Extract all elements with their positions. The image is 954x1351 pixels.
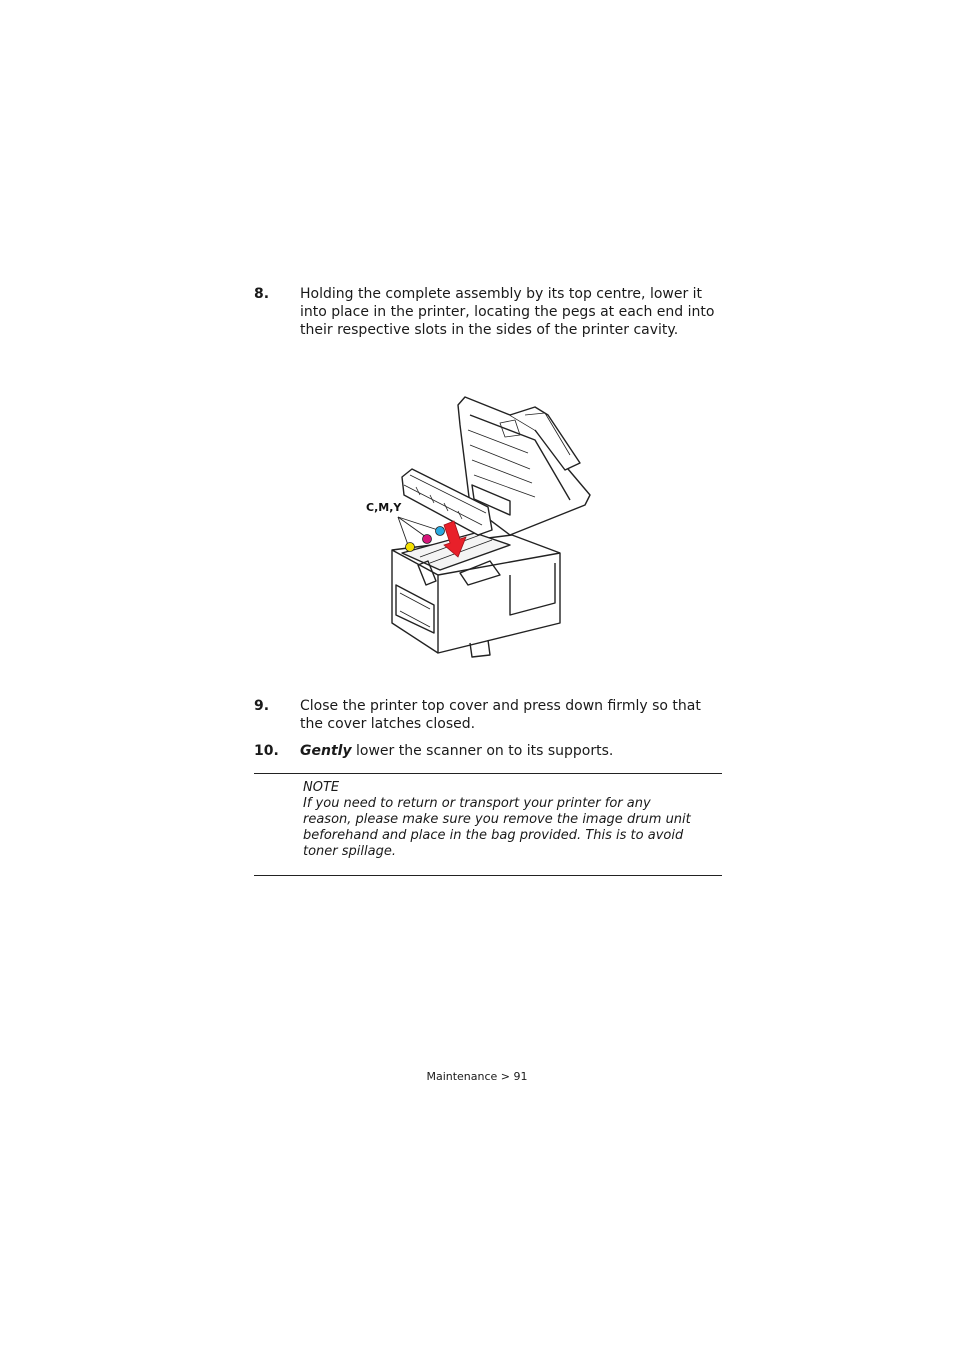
step-emphasis: Gently [300,743,352,759]
step-text [300,742,724,760]
note-body: If you need to return or transport your printer for any reason, please make sure you remove the image drum unit beforehand and place in the bag provided. This is to avoid toner spillage. [303,796,691,859]
note-bottom-rule [254,875,722,876]
note-top-rule [254,773,722,774]
cmy-label: C,M,Y [366,501,402,514]
step-number: 10. [254,743,279,759]
step-text: Close the printer top cover and press down firmly so that the cover latches closed. [300,698,701,732]
page-footer: Maintenance > 91 [426,1070,528,1083]
magenta-slot-marker [423,535,432,544]
cyan-slot-marker [436,527,445,536]
step-text-rest: lower the scanner on to its supports. [351,743,614,759]
note-title: NOTE [303,780,340,795]
printer-illustration [360,385,600,665]
note-block [303,780,703,860]
step-number: 8. [254,286,270,302]
step-number: 9. [254,698,270,714]
step-text: Holding the complete assembly by its top centre, lower it into place in the printer, locating the pegs at each end into their respective slots in the sides of the printer cavity. [300,286,715,338]
yellow-slot-marker [406,543,415,552]
